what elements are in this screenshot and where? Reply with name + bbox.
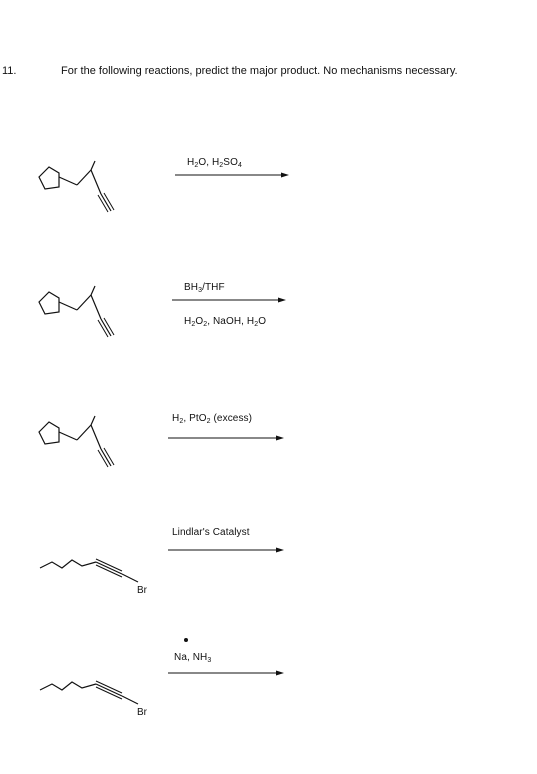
bromine-label: Br [137, 585, 147, 596]
formula-subscript: 2 [179, 418, 184, 425]
formula-text: Lindlar's Catalyst [172, 527, 250, 538]
reagents-above-arrow-3 [172, 413, 252, 424]
formula-subscript: 2 [194, 162, 199, 169]
formula-text: SO [223, 157, 238, 168]
bromine-label: Br [137, 707, 147, 718]
reactant-cyclopentyl-butyne-structure [35, 410, 125, 470]
formula-subscript: 2 [191, 321, 196, 328]
reactant-bromo-alkyne-structure [38, 674, 158, 722]
formula-text: Na, NH [174, 652, 208, 663]
formula-subscript: 3 [207, 657, 212, 664]
reactant-cyclopentyl-butyne-structure [35, 280, 125, 340]
reagents-above-arrow-5 [174, 652, 211, 663]
question-prompt: For the following reactions, predict the major product. No mechanisms necessary. [61, 65, 458, 77]
formula-subscript: 2 [254, 321, 259, 328]
formula-text: , PtO [183, 413, 207, 424]
reaction-arrow-3 [168, 434, 288, 442]
formula-text: O [258, 316, 267, 327]
formula-text: O [195, 316, 204, 327]
reagents-above-arrow-1 [187, 157, 242, 168]
formula-subscript: 2 [219, 162, 224, 169]
formula-text: H [184, 316, 192, 327]
formula-subscript: 2 [206, 418, 211, 425]
reagents-above-arrow-2 [184, 282, 225, 293]
formula-text: H [172, 413, 180, 424]
formula-text: H [187, 157, 195, 168]
formula-subscript: 2 [203, 321, 208, 328]
reagents-below-arrow-2 [184, 316, 266, 327]
formula-subscript: 3 [198, 287, 203, 294]
question-number: 11. [2, 65, 17, 77]
formula-text: O, H [198, 157, 220, 168]
reaction-arrow-4 [168, 546, 288, 554]
reactant-bromo-alkyne-structure [38, 552, 158, 600]
formula-subscript: 4 [237, 162, 242, 169]
formula-text: BH [184, 282, 199, 293]
reaction-arrow-2 [172, 296, 290, 304]
reaction-arrow-5 [168, 669, 288, 677]
reactant-cyclopentyl-butyne-structure [35, 155, 125, 215]
formula-text: /THF [202, 282, 225, 293]
ink-dot [183, 637, 189, 643]
reaction-arrow-1 [175, 171, 290, 179]
reagents-above-arrow-4 [172, 527, 250, 538]
formula-text: (excess) [210, 413, 253, 424]
formula-text: , NaOH, H [207, 316, 255, 327]
